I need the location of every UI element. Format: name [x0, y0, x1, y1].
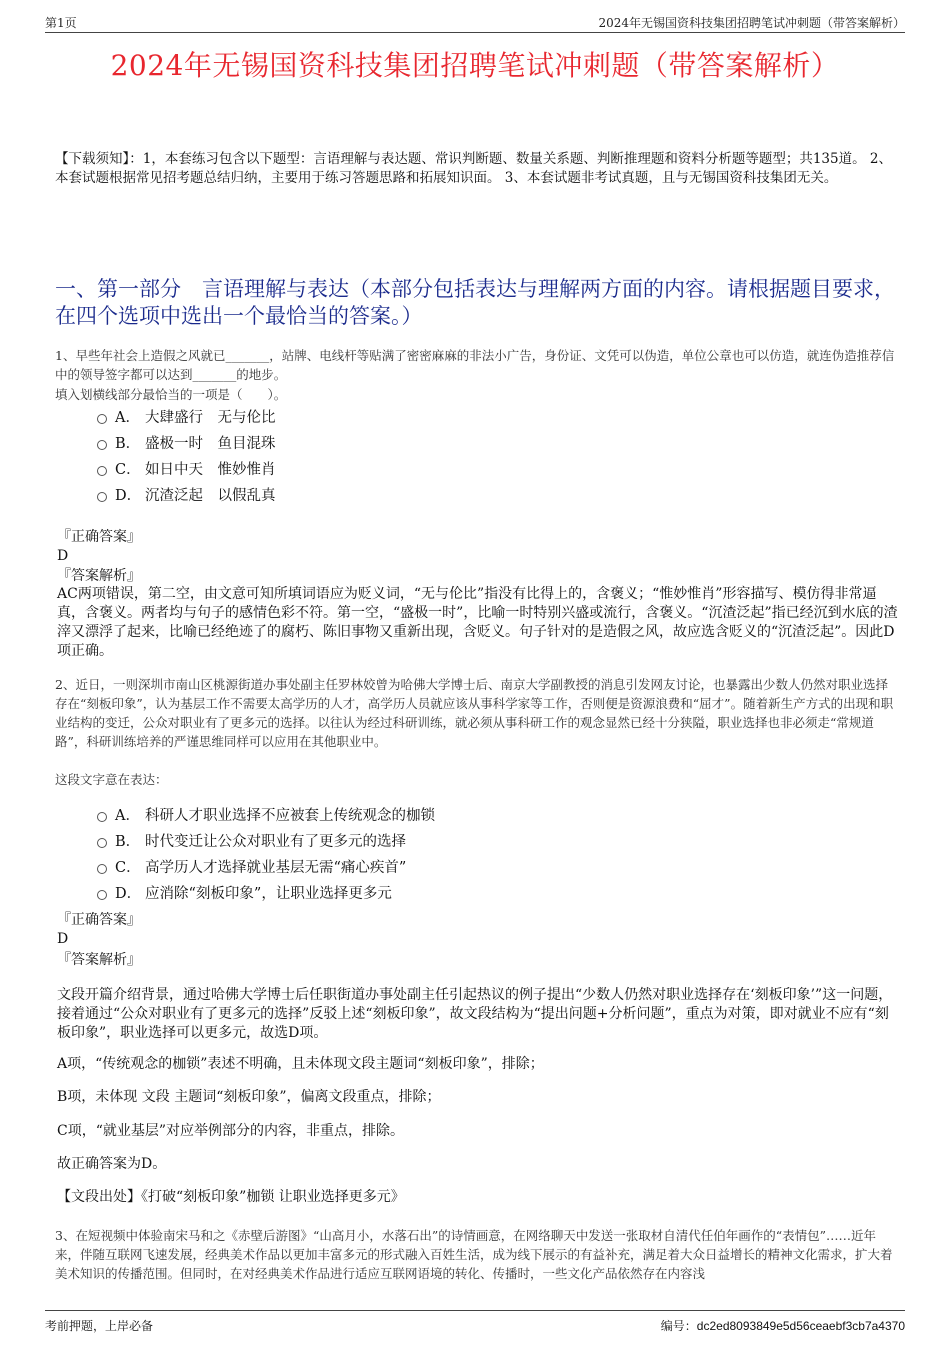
radio-icon[interactable] [97, 440, 107, 450]
question-3-text: 3、在短视频中体验南宋马和之《赤壁后游图》“山高月小，水落石出”的诗情画意，在网络聊天中发送一张取材自清代任伯年画作的“表情包”……近年来，伴随互联网飞速发展，经典美术作品以更加丰富多元的形式融入百姓生活，成为线下展示的有益补充，满足着大众日益增长的精神文化需求，扩大着美术知识的传播范围。但同时，在对经典美术作品进行适应互联网语境的转化、传播时，一些文化产品依然存在内容浅 [55, 1228, 893, 1281]
question-1-option-b[interactable]: B． 盛极一时 鱼目混珠 [97, 431, 797, 457]
question-1-answer: D [57, 548, 69, 564]
question-1-prompt: 填入划横线部分最恰当的一项是（ ）。 [55, 387, 287, 402]
page-header [45, 12, 905, 33]
footer-slogan: 考前押题，上岸必备 [45, 1319, 154, 1333]
radio-icon[interactable] [97, 466, 107, 476]
question-1-text: 1、早些年社会上造假之风就已_______，站牌、电线杆等贴满了密密麻麻的非法小广告，身份证、文凭可以伪造，单位公章也可以仿造，就连伪造推荐信中的领导签字都可以达到_______的地步。 [55, 348, 895, 382]
question-2-note-c: C项，“就业基层”对应举例部分的内容，非重点，排除。 [57, 1123, 405, 1139]
question-2-option-c[interactable]: C． 高学历人才选择就业基层无需“痛心疾首” [97, 855, 797, 881]
question-2-option-a[interactable]: A． 科研人才职业选择不应被套上传统观念的枷锁 [97, 803, 797, 829]
question-1-analysis: AC两项错误，第二空，由文意可知所填词语应为贬义词，“无与伦比”指没有比得上的，含褒义；“惟妙惟肖”形容描写、模仿得非常逼真，含褒义。两者均与句子的感情色彩不符。第一空，“盛极一时”，比喻一时特别兴盛或流行，含褒义。“沉渣泛起”指已经沉到水底的渣滓又漂浮了起来，比喻已经绝迹了的腐朽、陈旧事物又重新出现，含贬义。句子针对的是造假之风，故应选含贬义的“沉渣泛起”。因此D项正确。 [57, 586, 898, 659]
section-heading: 一、第一部分 言语理解与表达（本部分包括表达与理解两方面的内容。请根据题目要求，在四个选项中选出一个最恰当的答案。） [55, 277, 895, 328]
question-2-analysis: 文段开篇介绍背景，通过哈佛大学博士后任职街道办事处副主任引起热议的例子提出“少数人仍然对职业选择存在‘刻板印象’”这一问题，接着通过“公众对职业有了更多元的选择”反驳上述“刻板印象”，故文段结构为“提出问题+分析问题”，重点为对策，即对就业不应有“刻板印象”，职业选择可以更多元，故选D项。 [57, 987, 893, 1041]
question-1-option-d[interactable]: D． 沉渣泛起 以假乱真 [97, 483, 797, 509]
radio-icon[interactable] [97, 864, 107, 874]
question-2-prompt: 这段文字意在表达： [55, 772, 168, 787]
page-title: 2024年无锡国资科技集团招聘笔试冲刺题（带答案解析） [110, 49, 840, 82]
question-1-options [97, 405, 797, 509]
question-2-source: 【文段出处】《打破“刻板印象”枷锁 让职业选择更多元》 [57, 1189, 405, 1205]
question-2-answer-label: 『正确答案』 [57, 912, 141, 928]
question-2-note-b: B项，未体现 文段 主题词“刻板印象”，偏离文段重点，排除； [57, 1089, 441, 1105]
question-1-option-a[interactable]: A． 大肆盛行 无与伦比 [97, 405, 797, 431]
download-notice: 【下载须知】：1，本套练习包含以下题型：言语理解与表达题、常识判断题、数量关系题、判断推理题和资料分析题等题型；共135道。 2、本套试题根据常见招考题总结归纳，主要用于练习答题思路和拓展知识面。 3、本套试题非考试真题，且与无锡国资科技集团无关。 [55, 151, 892, 186]
radio-icon[interactable] [97, 812, 107, 822]
question-1-analysis-label: 『答案解析』 [57, 568, 141, 584]
radio-icon[interactable] [97, 890, 107, 900]
question-2-option-d[interactable]: D． 应消除“刻板印象”，让职业选择更多元 [97, 881, 797, 907]
page-footer [45, 1310, 905, 1333]
question-2-text: 2、近日，一则深圳市南山区桃源街道办事处副主任罗林姣曾为哈佛大学博士后、南京大学副教授的消息引发网友讨论，也暴露出少数人仍然对职业选择存在“刻板印象”，认为基层工作不需要太高学历的人才，高学历人员就应该从事科学家等工作，否则便是资源浪费和“屈才”。随着新生产方式的出现和职业结构的变迁，公众对职业有了更多元的选择。以往认为经过科研训练，就必须从事科研工作的观念显然已经十分狭隘，职业选择也非必须走“常规道路”，科研训练培养的严谨思维同样可以应用在其他职业中。 [55, 677, 894, 749]
question-2-conclusion: 故正确答案为D。 [57, 1156, 167, 1172]
question-2-note-a: A项，“传统观念的枷锁”表述不明确，且未体现文段主题词“刻板印象”，排除； [57, 1056, 544, 1072]
header-doc-title: 2024年无锡国资科技集团招聘笔试冲刺题（带答案解析） [598, 16, 905, 30]
footer-code: 编号：dc2ed8093849e5d56ceaebf3cb7a4370 [660, 1319, 905, 1333]
question-1-answer-label: 『正确答案』 [57, 529, 141, 545]
question-2-options [97, 803, 797, 907]
question-2-answer: D [57, 931, 69, 947]
question-1-option-c[interactable]: C． 如日中天 惟妙惟肖 [97, 457, 797, 483]
radio-icon[interactable] [97, 838, 107, 848]
radio-icon[interactable] [97, 414, 107, 424]
page-number: 第1页 [45, 16, 77, 30]
question-2-analysis-label: 『答案解析』 [57, 952, 141, 968]
radio-icon[interactable] [97, 492, 107, 502]
question-2-option-b[interactable]: B． 时代变迁让公众对职业有了更多元的选择 [97, 829, 797, 855]
